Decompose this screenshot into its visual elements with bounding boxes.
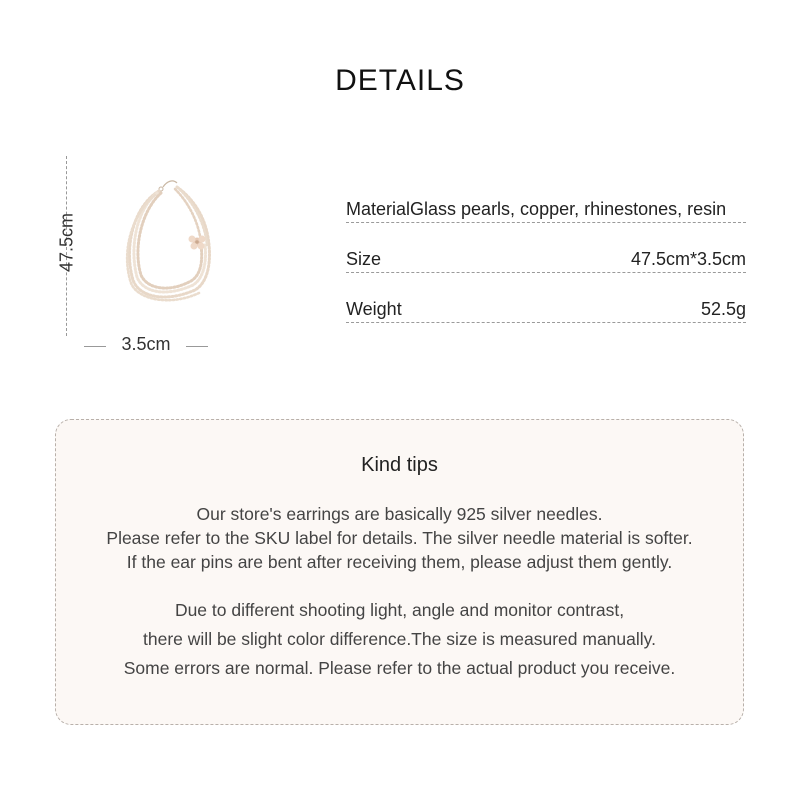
tips-line: Due to different shooting light, angle and monitor contrast, [174, 600, 625, 620]
spec-row-weight [346, 292, 746, 323]
kind-tips-title: Kind tips [361, 454, 438, 476]
kind-tips-box [55, 419, 744, 725]
tips-line: Some errors are normal. Please refer to the actual product you receive. [123, 658, 676, 678]
spec-label: MaterialGlass pearls, copper, rhinestones, resin [346, 199, 727, 219]
spec-label: Weight [346, 299, 402, 319]
tips-line: If the ear pins are bent after receiving them, please adjust them gently. [126, 552, 673, 572]
tips-line: Our store's earrings are basically 925 silver needles. [196, 504, 603, 524]
tips-line: Please refer to the SKU label for details. The silver needle material is softer. [106, 528, 693, 548]
tips-line: there will be slight color difference.The size is measured manually. [143, 629, 656, 649]
spec-value: 47.5cm*3.5cm [630, 249, 746, 269]
spec-value: 52.5g [700, 299, 746, 319]
spec-label: Size [346, 249, 382, 269]
height-dimension-label: 47.5cm [56, 212, 77, 273]
flower-clasp-icon [189, 236, 206, 250]
width-dimension-label: 3.5cm [121, 334, 171, 354]
necklace-image [115, 175, 225, 310]
width-dimension-line-left [84, 346, 106, 347]
page-title: DETAILS [335, 64, 465, 97]
spec-row-size [346, 242, 746, 273]
spec-row-material [346, 192, 746, 223]
width-dimension-line-right [186, 346, 208, 347]
